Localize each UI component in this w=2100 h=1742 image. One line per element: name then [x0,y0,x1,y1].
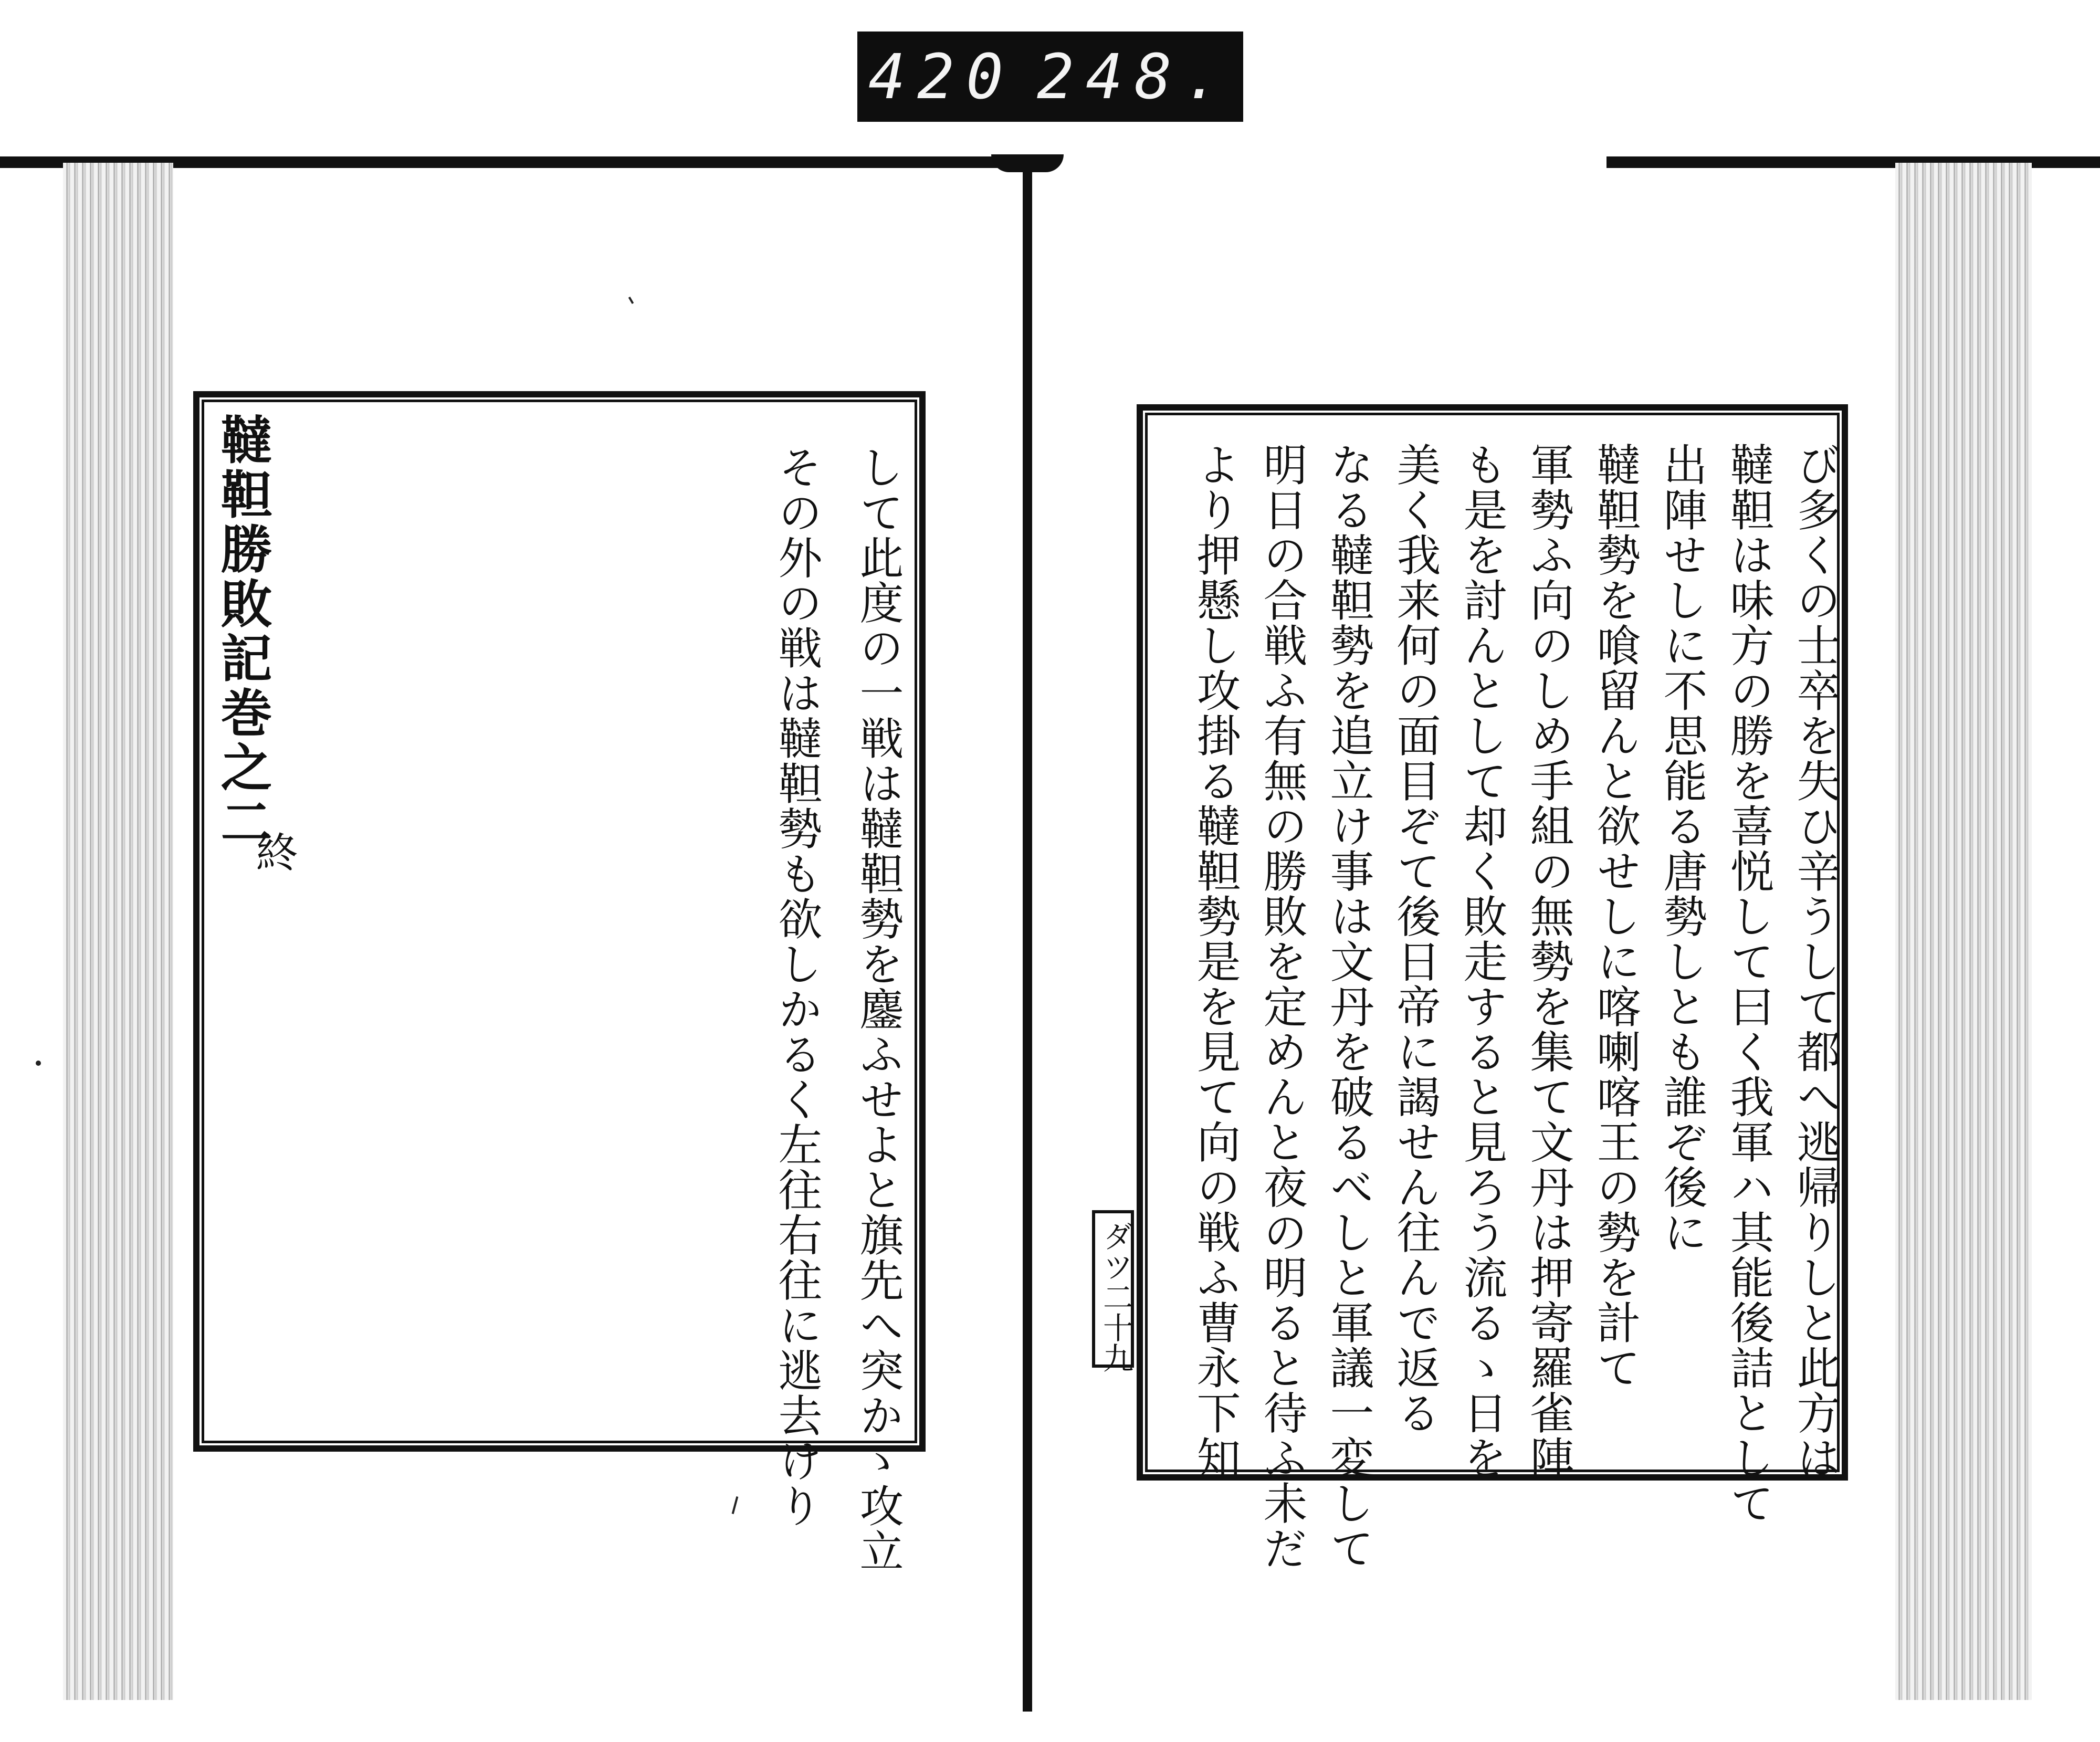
volume-title: 韃靼勝敗記巻之二 [212,413,272,850]
right-page-edge [1895,163,2032,1700]
right-text-column-7: 美く我来何の面目ぞて後日帝に謁せん往んで返る [1390,442,1441,1435]
right-text-column-3: 出陣せしに不思能る唐勢しとも誰ぞ後に [1656,442,1708,1255]
film-label-right-number: 248. [1036,40,1233,113]
right-text-column-6: も是を討んとして却く敗走すると見ろう流るゝ日を [1456,442,1508,1481]
right-text-column-4: 韃靼勢を喰留んと欲せしに喀喇喀王の勢を計て [1590,442,1641,1390]
scan-speck [732,1496,739,1514]
right-text-column-10: より押懸し攻掛る韃靼勢是を見て向の戦ふ曹永下知 [1190,442,1241,1481]
end-mark: 終 [249,831,298,876]
right-text-column-5: 軍勢ふ向のしめ手組の無勢を集て文丹は押寄羅雀陣 [1523,442,1574,1481]
margin-page-tab [1092,1210,1134,1373]
scan-speck [36,1061,41,1066]
film-reel-label [857,32,1243,122]
film-label-left-number: 420 [868,40,1015,113]
left-page-edge [63,163,173,1700]
right-text-column-8: なる韃靼勢を追立け事は文丹を破るべしと軍議一変して [1323,442,1374,1571]
left-text-column-2: その外の戦は韃靼勢も欲しかるく左往右往に逃去けり [771,445,823,1528]
right-text-column-2: 韃靼は味方の勝を喜悦して曰く我軍ハ其能後詰として [1723,442,1774,1526]
margin-tab-label: ダツ二十九 [1098,1221,1133,1373]
scan-speck [628,297,634,304]
left-page-text-frame [193,391,926,1573]
right-text-column-1: び多くの士卒を失ひ辛うして都へ逃帰りしと此方は [1790,442,1841,1481]
book-spine [1023,158,1032,1712]
right-text-column-9: 明日の合戦ふ有無の勝敗を定めんと夜の明ると待ふ未だ [1256,442,1308,1571]
left-text-column-1: して此度の一戦は韃靼勢を鏖ふせよと旗先へ突かゝ攻立 [853,445,904,1573]
right-page-text-frame [1137,404,1848,1571]
